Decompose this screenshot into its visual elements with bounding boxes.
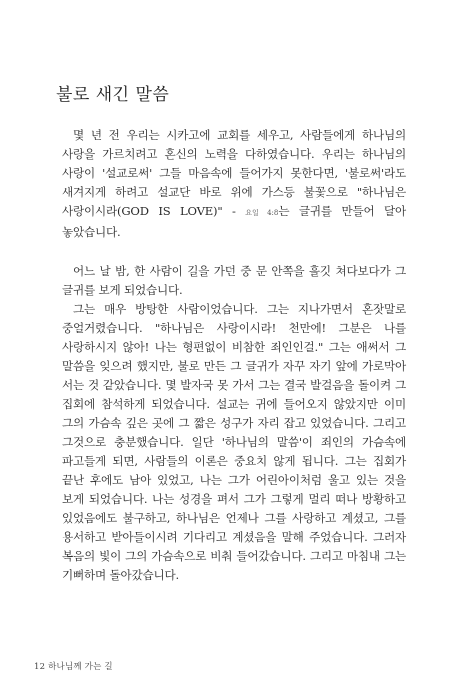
- paragraph-1-text-end: 는 글귀를 만들어 달아 놓았습니다.: [62, 204, 407, 239]
- scripture-reference: 요일 4:8: [245, 209, 279, 217]
- chapter-title: 불로 새긴 말씀: [56, 85, 170, 105]
- page-footer: 12 하나님께 가는 길: [34, 662, 113, 672]
- paragraph-1: [62, 126, 406, 242]
- paragraph-3: 그는 매우 방탕한 사람이었습니다. 그는 지나가면서 혼잣말로 중얼거렸습니다. "하나님은 사랑이시라! 천만에! 그분은 나를 사랑하시지 않아! 나는 형편없이 비참한 죄인인걸." 그는 애써서 그 말씀을 잊으려 했지만, 불로 만든 그 글귀가 자꾸 자기 앞에 가로막아 서는 것 같았습니다. 몇 발자국 못 가서 그는 결국 발걸음을 돌이켜 그 집회에 참석하게 되었습니다. 설교는 귀에 들어오지 않았지만 이미 그의 가슴속 깊은 곳에 그 짧은 성구가 자리 잡고 있었습니다. 그리고 그것으로 충분했습니다. 일단 '하나님의 말씀'이 죄인의 가슴속에 파고들게 되면, 사람들의 이론은 중요치 않게 됩니다. 그는 집회가 끝난 후에도 남아 있었고, 나는 그가 어린아이처럼 울고 있는 것을 보게 되었습니다. 나는 성경을 펴서 그가 그렇게 멀리 떠나 방황하고 있었음에도 불구하고, 하나님은 언제나 그를 사랑하고 계셨고, 그를 용서하고 받아들이시려 기다리고 계셨음을 말해 주었습니다. 그러자 복음의 빛이 그의 가슴속으로 비춰 들어갔습니다. 그리고 마침내 그는 기뻐하며 돌아갔습니다.: [62, 302, 406, 582]
- paragraph-1-text: 몇 년 전 우리는 시카고에 교회를 세우고, 사람들에게 하나님의 사랑을 가르치려고 혼신의 노력을 다하였습니다. 우리는 하나님의 사랑이 '설교로써' 그들 마음속에 들어가지 못한다면, '불로써'라도 새겨지게 하려고 설교단 바로 위에 가스등 불꽃으로 "하나님은 사랑이시라(GOD IS LOVE)" -: [62, 128, 406, 218]
- chapter-body: [62, 126, 406, 585]
- paragraph-2: 어느 날 밤, 한 사람이 길을 가던 중 문 안쪽을 흘깃 쳐다보다가 그 글귀를 보게 되었습니다.: [62, 264, 406, 297]
